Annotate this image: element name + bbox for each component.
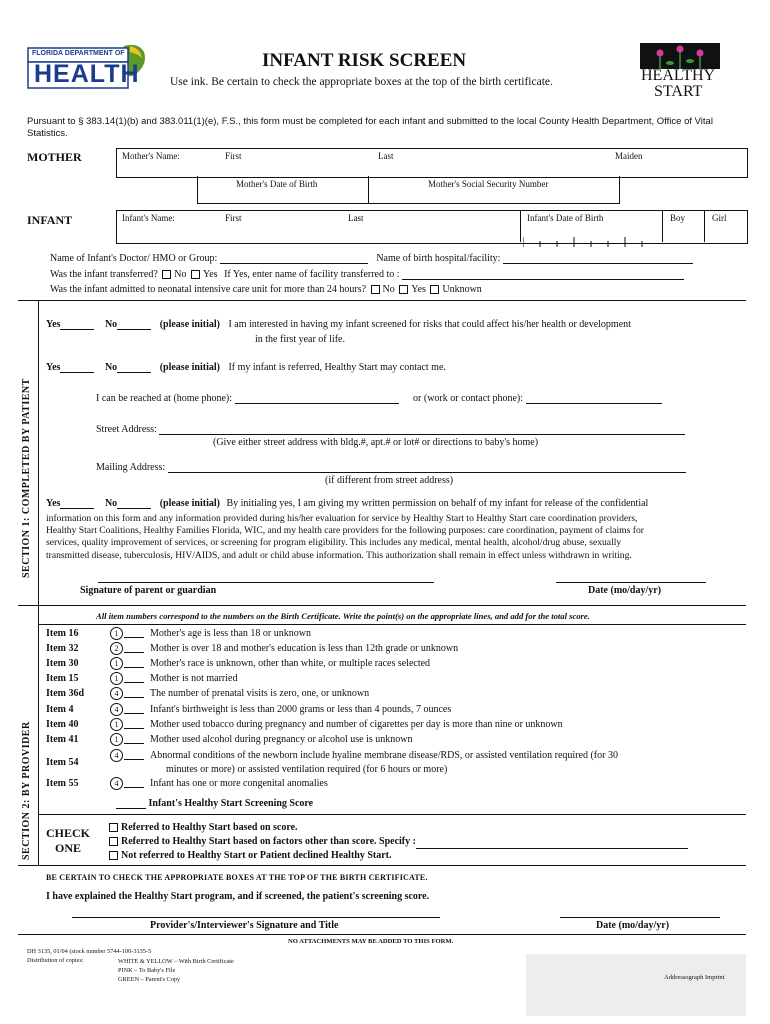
s1-q2-text: If my infant is referred, Healthy Start may contact me. <box>228 362 446 373</box>
referral-option-2[interactable] <box>107 835 688 849</box>
score-item-number: Item 15 <box>46 673 79 684</box>
transferred-no-label: No <box>174 269 187 280</box>
nicu-unknown-label: Unknown <box>442 284 482 295</box>
referral-option-3-checkbox[interactable] <box>109 851 118 860</box>
referral-options <box>107 821 688 863</box>
s1-q2-row <box>46 362 446 373</box>
transferred-no-checkbox[interactable] <box>162 270 171 279</box>
distribution-label: Distribution of copies: <box>27 957 84 964</box>
form-subtitle: Use ink. Be certain to check the appropriate boxes at the top of the birth certificate. <box>170 76 553 88</box>
s1-q3-yes-field[interactable] <box>60 508 94 509</box>
score-points-field[interactable] <box>124 728 144 729</box>
doh-logo-main-text: HEALTH <box>34 60 140 88</box>
score-points-field[interactable] <box>124 667 144 668</box>
score-points-circle: 4 <box>110 687 123 700</box>
s1-q1-yes-field[interactable] <box>60 329 94 330</box>
score-item-number: Item 41 <box>46 734 79 745</box>
s1-q1-row <box>46 319 631 330</box>
section2-side-rule <box>38 605 39 865</box>
provider-date-line[interactable] <box>560 917 720 918</box>
score-item-number: Item 32 <box>46 643 79 654</box>
infant-first-label: First <box>225 213 242 223</box>
mother-dob-label: Mother's Date of Birth <box>236 179 318 189</box>
street-label: Street Address: <box>96 424 157 435</box>
referral-option-1[interactable] <box>107 821 688 835</box>
nicu-label: Was the infant admitted to neonatal intensive care unit for more than 24 hours? <box>50 284 367 295</box>
home-phone-field[interactable] <box>235 403 399 404</box>
hospital-label: Name of birth hospital/facility: <box>376 253 501 264</box>
section1-top-rule <box>18 300 746 301</box>
doctor-row <box>50 253 693 264</box>
section2-note-rule <box>38 624 746 625</box>
s1-q3-para <box>46 513 644 562</box>
infant-name-label: Infant's Name: <box>122 213 175 223</box>
mother-label: MOTHER <box>27 150 82 164</box>
score-points-circle: 2 <box>110 642 123 655</box>
score-item-text: Abnormal conditions of the newborn include hyaline membrane disease/RDS, or assisted ventilation required (for 30 <box>150 750 618 761</box>
score-row <box>116 798 313 809</box>
copy-list <box>118 957 234 984</box>
score-item-number: Item 4 <box>46 704 74 715</box>
transferred-row <box>50 269 684 280</box>
mother-ssn-label: Mother's Social Security Number <box>428 179 549 189</box>
form-number: DH 3135, 01/04 (stock number 5744-100-3135-5 <box>27 948 152 955</box>
copy-pink: PINK – To Baby's File <box>118 967 176 974</box>
street-row <box>96 424 685 435</box>
s1-q2-yes-label: Yes <box>46 362 61 373</box>
provider-signature-label: Provider's/Interviewer's Signature and Title <box>150 920 339 931</box>
score-item-number: Item 30 <box>46 658 79 669</box>
s1-q2-no-field[interactable] <box>117 372 151 373</box>
mother-first-label: First <box>225 151 242 161</box>
explained-text: I have explained the Healthy Start program, and if screened, the patient's screening score. <box>46 891 430 902</box>
no-attachments-text: NO ATTACHMENTS MAY BE ADDED TO THIS FORM. <box>288 938 454 945</box>
infant-boy-label: Boy <box>670 213 686 223</box>
referral-option-2-checkbox[interactable] <box>109 837 118 846</box>
footer-top-rule <box>18 865 746 866</box>
score-points-field[interactable] <box>124 652 144 653</box>
transferred-yes-checkbox[interactable] <box>191 270 200 279</box>
infant-dob-divider <box>520 210 521 242</box>
work-phone-field[interactable] <box>526 403 662 404</box>
healthy-start-line2: START <box>654 83 703 100</box>
score-item-number: Item 55 <box>46 778 79 789</box>
score-points-circle: 4 <box>110 777 123 790</box>
parent-date-label: Date (mo/day/yr) <box>588 585 662 596</box>
s1-q2-no-label: No <box>104 362 118 373</box>
copy-green: GREEN – Parent's Copy <box>118 976 181 983</box>
infant-label: INFANT <box>27 213 73 227</box>
score-points-circle: 4 <box>110 749 123 762</box>
mother-last-label: Last <box>378 151 394 161</box>
s1-q3-text: By initialing yes, I am giving my written permission on behalf of my infant for release of the confidential <box>226 498 649 509</box>
intro-text: Pursuant to § 383.14(1)(b) and 383.011(1)(e), F.S., this form must be completed for each infant and submitted to the local County Health Department, Office of Vital Statistics. <box>27 116 713 139</box>
score-item-number: Item 16 <box>46 628 79 639</box>
nicu-yes-checkbox[interactable] <box>399 285 408 294</box>
referral-specify-field[interactable] <box>416 848 688 849</box>
phone-row <box>96 393 662 404</box>
transferred-facility-field[interactable] <box>402 279 684 280</box>
infant-last-label: Last <box>348 213 364 223</box>
healthy-start-logo-bg <box>640 43 720 69</box>
total-score-field[interactable] <box>116 808 146 809</box>
mailing-field[interactable] <box>168 472 686 473</box>
mailing-label: Mailing Address: <box>96 462 166 473</box>
copy-white-yellow: WHITE & YELLOW – With Birth Certificate <box>118 958 234 965</box>
section2-side-label: SECTION 2: BY PROVIDER <box>21 721 32 860</box>
score-points-circle: 1 <box>110 672 123 685</box>
healthy-start-logo <box>640 43 720 101</box>
healthy-start-line1: HEALTHY <box>641 67 716 84</box>
score-item-text: Mother used alcohol during pregnancy or alcohol use is unknown <box>150 734 413 745</box>
score-item-number: Item 40 <box>46 719 79 730</box>
score-item-text-continued: minutes or more) or assisted ventilation required (for 6 hours or more) <box>166 764 448 775</box>
addressograph-box <box>526 954 746 1016</box>
infant-girl-divider <box>704 210 705 242</box>
provider-date-label: Date (mo/day/yr) <box>596 920 670 931</box>
score-item-text: Mother's race is unknown, other than white, or multiple races selected <box>150 658 431 669</box>
nicu-unknown-checkbox[interactable] <box>430 285 439 294</box>
score-rule <box>38 814 746 815</box>
referral-option-1-label: Referred to Healthy Start based on score. <box>121 822 298 833</box>
street-hint: (Give either street address with bldg.#, apt.# or lot# or directions to baby's home) <box>213 437 539 448</box>
check-one-label-1: CHECK <box>46 826 91 840</box>
score-points-circle: 1 <box>110 733 123 746</box>
score-points-circle: 1 <box>110 627 123 640</box>
score-points-circle: 1 <box>110 718 123 731</box>
score-item-text: Infant has one or more congenital anomalies <box>150 778 328 789</box>
score-points-circle: 1 <box>110 657 123 670</box>
score-item-text: The number of prenatal visits is zero, one, or unknown <box>150 688 370 699</box>
nicu-yes-label: Yes <box>411 284 426 295</box>
transferred-label: Was the infant transferred? <box>50 269 158 280</box>
street-field[interactable] <box>159 434 685 435</box>
parent-signature-line[interactable] <box>98 582 434 583</box>
addressograph-label: Addressograph Imprint <box>664 974 725 981</box>
score-points-field[interactable] <box>124 682 144 683</box>
s1-q1-no-label: No <box>104 319 118 330</box>
score-item-number: Item 36d <box>46 688 85 699</box>
doctor-label: Name of Infant's Doctor/ HMO or Group: <box>50 253 218 264</box>
referral-option-2-label: Referred to Healthy Start based on factors other than score. Specify : <box>121 836 416 847</box>
s1-q1-initial-label: (please initial) <box>159 319 220 330</box>
work-phone-label: or (work or contact phone): <box>413 393 524 404</box>
score-item-text: Mother is not married <box>150 673 238 684</box>
s1-q3-yes-label: Yes <box>46 498 61 509</box>
score-points-field[interactable] <box>124 759 144 760</box>
s1-q1-text-2: in the first year of life. <box>255 334 345 345</box>
infant-boy-divider <box>662 210 663 242</box>
infant-girl-label: Girl <box>712 213 727 223</box>
nicu-no-checkbox[interactable] <box>371 285 380 294</box>
s1-q1-text: I am interested in having my infant screened for risks that could affect his/her health or development <box>228 319 631 330</box>
mailing-hint: (if different from street address) <box>325 475 454 486</box>
referral-option-3-label: Not referred to Healthy Start or Patient declined Healthy Start. <box>121 850 392 861</box>
be-certain-text: BE CERTAIN TO CHECK THE APPROPRIATE BOXES AT THE TOP OF THE BIRTH CERTIFICATE. <box>46 873 428 882</box>
score-label: Infant's Healthy Start Screening Score <box>148 798 314 809</box>
s1-q1-yes-label: Yes <box>46 319 61 330</box>
score-points-field[interactable] <box>124 787 144 788</box>
s1-q3-no-label: No <box>104 498 118 509</box>
score-points-field[interactable] <box>124 637 144 638</box>
s1-q2-initial-label: (please initial) <box>159 362 220 373</box>
transferred-facility-label: If Yes, enter name of facility transferred to : <box>224 269 400 280</box>
referral-option-3[interactable] <box>107 849 688 863</box>
mother-name-label: Mother's Name: <box>122 151 180 161</box>
score-item-text: Mother is over 18 and mother's education is less than 12th grade or unknown <box>150 643 459 654</box>
s1-q3-line3: Healthy Start Coalitions, Healthy Families Florida, WIC, and my health care providers for the following purposes: care coordination, payment of claims for <box>46 525 644 537</box>
score-points-field[interactable] <box>124 743 144 744</box>
nicu-row <box>50 284 482 295</box>
flower-icon <box>640 43 720 69</box>
referral-option-1-checkbox[interactable] <box>109 823 118 832</box>
score-item-number: Item 54 <box>46 757 79 768</box>
mother-name-box <box>116 148 748 178</box>
doh-logo-top-text: FLORIDA DEPARTMENT OF <box>32 50 125 57</box>
doctor-field[interactable] <box>220 263 368 264</box>
section2-top-rule <box>18 605 746 606</box>
s1-q3-line2: information on this form and any information provided during his/her evaluation for service by Healthy Start to Healthy Start care coordination providers, <box>46 513 638 524</box>
nicu-no-label: No <box>382 284 395 295</box>
s1-q3-initial-label: (please initial) <box>159 498 220 509</box>
s1-q3-row <box>46 498 648 509</box>
doh-logo <box>26 40 150 92</box>
section1-side-rule <box>38 300 39 605</box>
hospital-field[interactable] <box>503 263 693 264</box>
footer-bottom-rule <box>18 934 746 935</box>
section2-note: All item numbers correspond to the numbers on the Birth Certificate. Write the point(s) on the appropriate lines, and add for the total score. <box>96 611 590 621</box>
score-item-text: Mother used tobacco during pregnancy and number of cigarettes per day is more than nine or unknown <box>150 719 563 730</box>
infant-dob-tick-boxes <box>523 232 661 242</box>
score-points-field[interactable] <box>124 697 144 698</box>
check-one-label-2: ONE <box>55 841 82 855</box>
mailing-row <box>96 462 686 473</box>
form-title: INFANT RISK SCREEN <box>262 50 467 71</box>
mother-maiden-label: Maiden <box>615 151 643 161</box>
score-points-circle: 4 <box>110 703 123 716</box>
score-item-text: Infant's birthweight is less than 2000 grams or less than 4 pounds, 7 ounces <box>150 704 452 715</box>
infant-dob-label: Infant's Date of Birth <box>527 213 604 223</box>
score-item-text: Mother's age is less than 18 or unknown <box>150 628 311 639</box>
s1-q3-line4: services, quality improvement of services, or screening for program eligibility. This includes any medical, mental health, alcohol/drug abuse, sexually <box>46 537 622 549</box>
transferred-yes-label: Yes <box>203 269 218 280</box>
s1-q3-line5: transmitted disease, tuberculosis, HIV/AIDS, and adult or child abuse information. This authorization shall remain in effect unless withdrawn in writing. <box>46 549 632 561</box>
s1-q3-no-field[interactable] <box>117 508 151 509</box>
parent-signature-label: Signature of parent or guardian <box>80 585 217 596</box>
s1-q2-yes-field[interactable] <box>60 372 94 373</box>
parent-date-line[interactable] <box>556 582 706 583</box>
provider-signature-line[interactable] <box>72 917 440 918</box>
home-phone-label: I can be reached at (home phone): <box>96 393 233 404</box>
s1-q1-no-field[interactable] <box>117 329 151 330</box>
score-points-field[interactable] <box>124 713 144 714</box>
section1-side-label: SECTION 1: COMPLETED BY PATIENT <box>21 378 32 578</box>
